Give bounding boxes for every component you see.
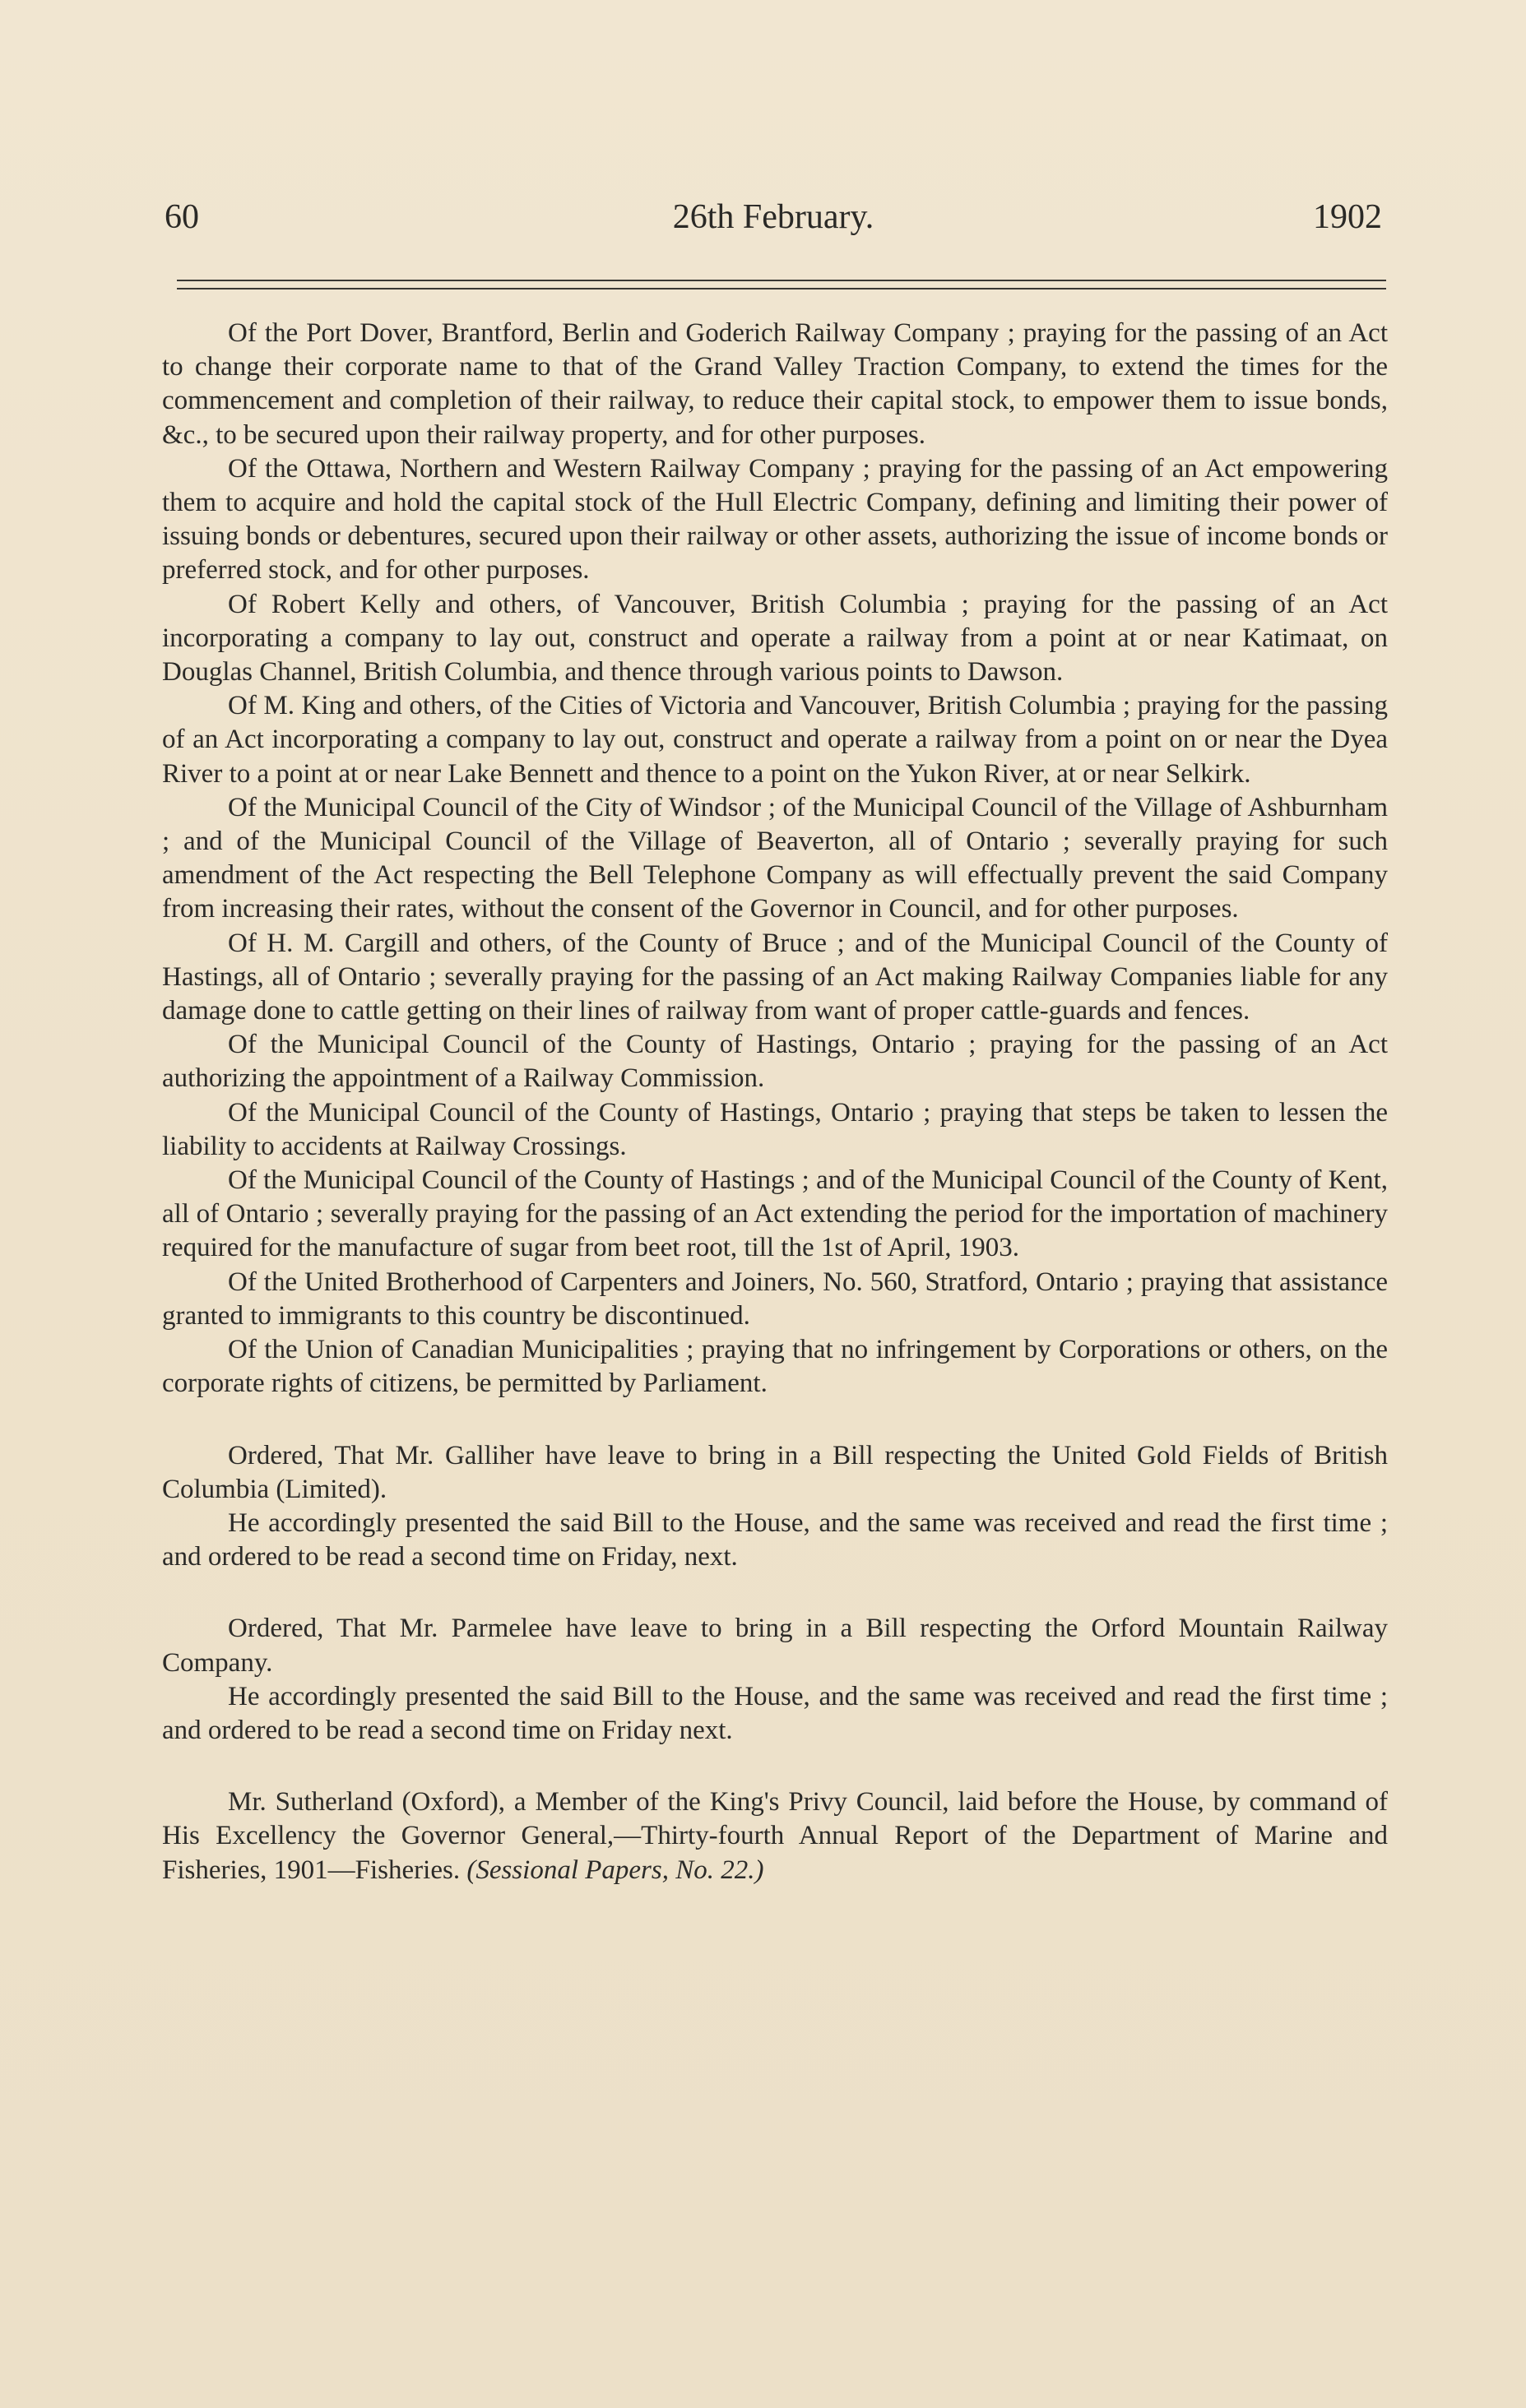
page-number: 60 — [165, 198, 199, 236]
petition-paragraph: Of the Municipal Council of the County of Hastings, Ontario ; praying that steps be taken to lessen the liability to accidents at Railway Crossings. — [162, 1097, 1388, 1161]
report-paragraph — [162, 1785, 1388, 1887]
page-date: 26th February. — [672, 198, 874, 236]
bill-order-parmelee: Ordered, That Mr. Parmelee have leave to bring in a Bill respecting the Orford Mountain Railway Company. — [162, 1614, 1388, 1678]
report-text: Mr. Sutherland (Oxford), a Member of the King's Privy Council, laid before the House, by command of His Excellency the Governor General,—Thirty-fourth Annual Report of the Department of Marine and Fisheries, 1901—Fisheries. — [162, 1787, 1388, 1885]
bill-presented-galliher: He accordingly presented the said Bill to the House, and the same was received and read the first time ; and ordered to be read a second time on Friday, next. — [162, 1507, 1388, 1572]
page-year: 1902 — [1313, 198, 1382, 236]
petition-paragraph: Of the Municipal Council of the City of Windsor ; of the Municipal Council of the Village of Ashburnham ; and of the Municipal Council of the Village of Beaverton, all of Ontario ; severally praying for such amendment of the Act respecting the Bell Telephone Company as will effectually prevent the said Company from increasing their rates, without the consent of the Governor in Council, and for other purposes. — [162, 792, 1388, 924]
petition-paragraph: Of the Municipal Council of the County of Hastings, Ontario ; praying for the passing of an Act authorizing the appointment of a Railway Commission. — [162, 1030, 1388, 1094]
header-rule-top — [177, 280, 1386, 281]
section-gap — [162, 1748, 1388, 1785]
bill-presented-parmelee: He accordingly presented the said Bill to the House, and the same was received and read the first time ; and ordered to be read a second time on Friday next. — [162, 1681, 1388, 1745]
petition-paragraph: Of the Ottawa, Northern and Western Railway Company ; praying for the passing of an Act empowering them to acquire and hold the capital stock of the Hull Electric Company, defining and limiting their power of issuing bonds or debentures, secured upon their railway or other assets, authorizing the issue of income bonds or preferred stock, and for other purposes. — [162, 453, 1388, 586]
header-rule-bottom — [177, 288, 1386, 289]
petition-paragraph: Of H. M. Cargill and others, of the County of Bruce ; and of the Municipal Council of the County of Hastings, all of Ontario ; severally praying for the passing of an Act making Railway Companies liable for any damage done to cattle getting on their lines of railway from want of proper cattle-guards and fences. — [162, 928, 1388, 1026]
section-gap — [162, 1401, 1388, 1439]
section-gap — [162, 1574, 1388, 1612]
petition-paragraph: Of the Municipal Council of the County of Hastings ; and of the Municipal Council of the County of Kent, all of Ontario ; severally praying for the passing of an Act extending the period for the importation of machinery required for the manufacture of sugar from beet root, till the 1st of April, 1903. — [162, 1165, 1388, 1263]
petition-paragraph: Of M. King and others, of the Cities of Victoria and Vancouver, British Columbia ; praying for the passing of an Act incorporating a company to lay out, construct and operate a railway from a point on or near the Dyea River to a point at or near Lake Bennett and thence to a point on the Yukon River, at or near Selkirk. — [162, 691, 1388, 789]
page-header — [165, 197, 1382, 255]
journal-body — [162, 317, 1388, 1887]
petition-paragraph: Of the United Brotherhood of Carpenters and Joiners, No. 560, Stratford, Ontario ; praying that assistance granted to immigrants to this country be discontinued. — [162, 1267, 1388, 1331]
petition-paragraph: Of the Port Dover, Brantford, Berlin and Goderich Railway Company ; praying for the passing of an Act to change their corporate name to that of the Grand Valley Traction Company, to extend the times for the commencement and completion of their railway, to reduce their capital stock, to empower them to issue bonds, &c., to be secured upon their railway property, and for other purposes. — [162, 318, 1388, 450]
petition-paragraph: Of the Union of Canadian Municipalities ; praying that no infringement by Corporations or others, on the corporate rights of citizens, be permitted by Parliament. — [162, 1335, 1388, 1399]
bill-order-galliher: Ordered, That Mr. Galliher have leave to bring in a Bill respecting the United Gold Fields of British Columbia (Limited). — [162, 1440, 1388, 1504]
sessional-papers-citation: (Sessional Papers, No. 22.) — [466, 1855, 764, 1885]
petition-paragraph: Of Robert Kelly and others, of Vancouver, British Columbia ; praying for the passing of an Act incorporating a company to lay out, construct and operate a railway from a point at or near Katimaat, on Douglas Channel, British Columbia, and thence through various points to Dawson. — [162, 589, 1388, 688]
